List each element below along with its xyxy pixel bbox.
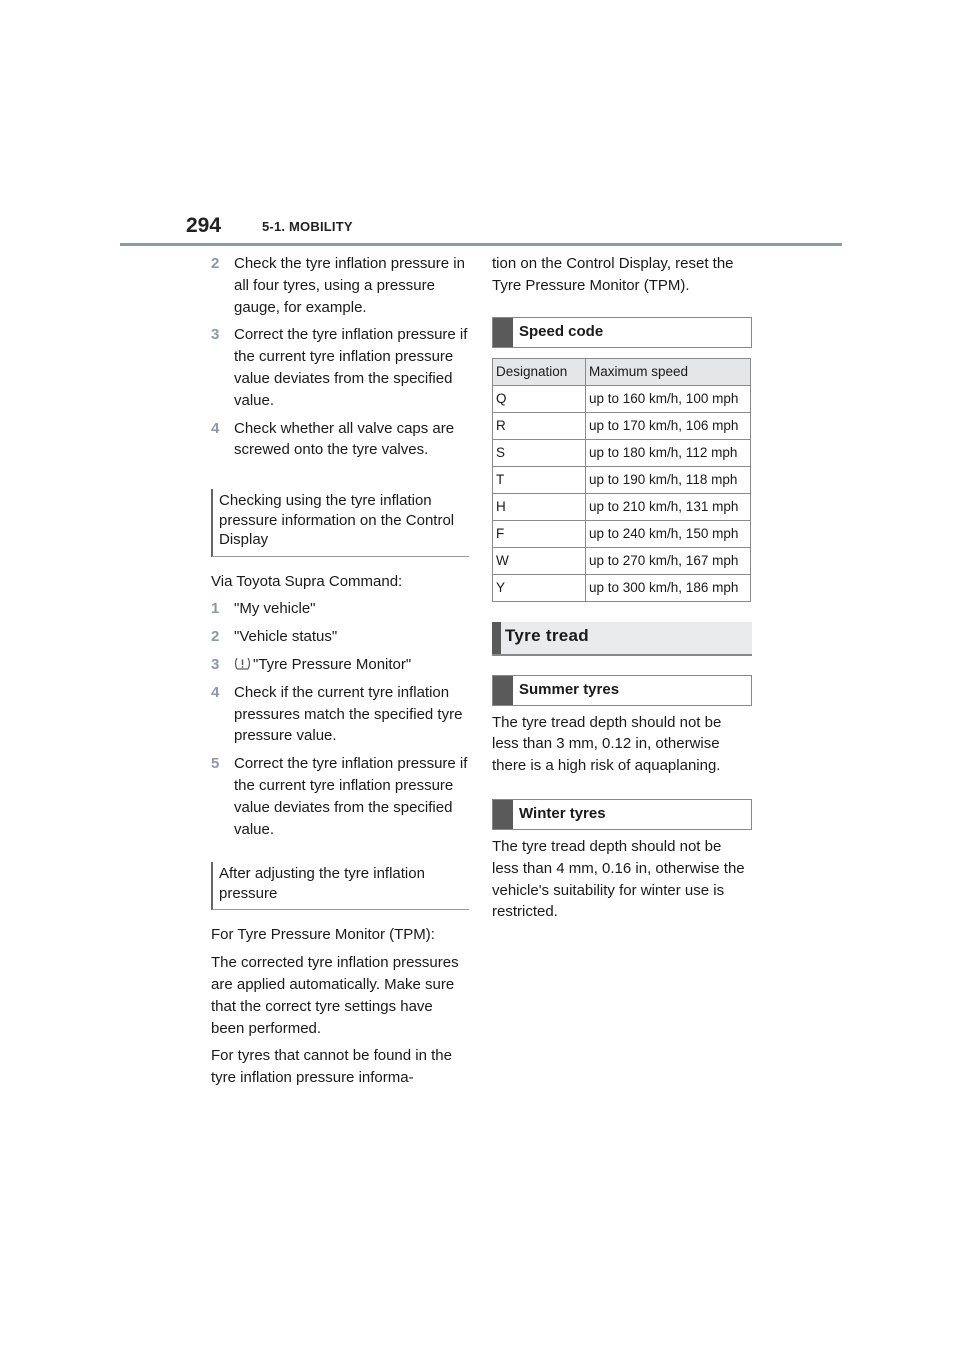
heading-label: Winter tyres bbox=[519, 804, 606, 822]
column-header: Maximum speed bbox=[586, 358, 751, 385]
heading-label: Speed code bbox=[519, 322, 604, 340]
step-text: Check the tyre inflation pressure in all four tyres, using a pressure gauge, for example. bbox=[234, 255, 465, 316]
step-item bbox=[211, 418, 469, 462]
subheading-after-adjusting: After adjusting the tyre inflation pressure bbox=[211, 862, 469, 910]
speed-cell: up to 210 km/h, 131 mph bbox=[586, 493, 751, 520]
section-title: 5-1. MOBILITY bbox=[262, 219, 353, 234]
step-number: 3 bbox=[211, 326, 220, 344]
step-item bbox=[211, 253, 469, 318]
step-item bbox=[211, 626, 469, 648]
column-header: Designation bbox=[493, 358, 586, 385]
header-divider bbox=[120, 243, 842, 246]
step-number: 5 bbox=[211, 755, 220, 773]
step-number: 4 bbox=[211, 419, 220, 437]
table-row bbox=[493, 439, 751, 466]
designation-cell: Y bbox=[493, 574, 586, 601]
winter-tyres-heading bbox=[492, 799, 752, 830]
speed-cell: up to 180 km/h, 112 mph bbox=[586, 439, 751, 466]
designation-cell: W bbox=[493, 547, 586, 574]
designation-cell: F bbox=[493, 520, 586, 547]
page-number: 294 bbox=[186, 214, 222, 237]
summer-tyres-text: The tyre tread depth should not be less than 3 mm, 0.12 in, otherwise there is a high risk of aquaplaning. bbox=[492, 713, 722, 775]
speed-cell: up to 240 km/h, 150 mph bbox=[586, 520, 751, 547]
winter-tyres-text: The tyre tread depth should not be less than 4 mm, 0.16 in, otherwise the vehicle's suitability for winter use is restricted. bbox=[492, 837, 745, 921]
designation-cell: R bbox=[493, 412, 586, 439]
heading-marker bbox=[493, 800, 513, 829]
heading-marker bbox=[492, 622, 501, 654]
tyre-tread-heading bbox=[492, 622, 752, 656]
subheading-control-display: Checking using the tyre inflation pressure information on the Control Display bbox=[211, 489, 469, 557]
paragraph: For tyres that cannot be found in the tyre inflation pressure informa- bbox=[211, 1047, 452, 1087]
step-text: "My vehicle" bbox=[234, 600, 316, 618]
speed-cell: up to 300 km/h, 186 mph bbox=[586, 574, 751, 601]
heading-label: Summer tyres bbox=[519, 680, 620, 698]
table-header-row bbox=[493, 358, 751, 385]
speed-cell: up to 190 km/h, 118 mph bbox=[586, 466, 751, 493]
speed-cell: up to 270 km/h, 167 mph bbox=[586, 547, 751, 574]
table-row bbox=[493, 385, 751, 412]
heading-marker bbox=[493, 676, 513, 705]
heading-marker bbox=[493, 318, 513, 347]
right-column bbox=[492, 253, 752, 929]
speed-code-table bbox=[492, 358, 751, 602]
tyre-pressure-warning-icon bbox=[234, 656, 251, 671]
via-command: Via Toyota Supra Command: bbox=[211, 572, 403, 590]
step-number: 4 bbox=[211, 683, 220, 701]
speed-cell: up to 160 km/h, 100 mph bbox=[586, 385, 751, 412]
paragraph-continued: tion on the Control Display, reset the Tyre Pressure Monitor (TPM). bbox=[492, 255, 734, 294]
table-row bbox=[493, 520, 751, 547]
designation-cell: H bbox=[493, 493, 586, 520]
summer-tyres-heading bbox=[492, 675, 752, 706]
table-row bbox=[493, 547, 751, 574]
step-text: Check if the current tyre inflation pressures match the specified tyre pressure value. bbox=[234, 683, 463, 745]
designation-cell: Q bbox=[493, 385, 586, 412]
step-number: 1 bbox=[211, 600, 220, 618]
step-number: 2 bbox=[211, 628, 220, 646]
step-item bbox=[211, 682, 469, 747]
step-item bbox=[211, 753, 469, 840]
step-item bbox=[211, 324, 469, 411]
heading-label: Tyre tread bbox=[505, 625, 589, 645]
left-column bbox=[211, 253, 469, 1095]
step-text: Check whether all valve caps are screwed onto the tyre valves. bbox=[234, 419, 455, 459]
designation-cell: T bbox=[493, 466, 586, 493]
step-text: Correct the tyre inflation pressure if the current tyre inflation pressure value deviates from the specified value. bbox=[234, 326, 468, 409]
speed-cell: up to 170 km/h, 106 mph bbox=[586, 412, 751, 439]
paragraph: The corrected tyre inflation pressures are applied automatically. Make sure that the correct tyre settings have been performed. bbox=[211, 954, 459, 1037]
paragraph: For Tyre Pressure Monitor (TPM): bbox=[211, 926, 435, 944]
table-row bbox=[493, 493, 751, 520]
step-text: Correct the tyre inflation pressure if the current tyre inflation pressure value deviates from the specified value. bbox=[234, 755, 468, 838]
step-number: 2 bbox=[211, 255, 220, 272]
step-number: 3 bbox=[211, 656, 220, 674]
step-item bbox=[211, 654, 469, 676]
table-row bbox=[493, 412, 751, 439]
step-item bbox=[211, 598, 469, 620]
table-row bbox=[493, 574, 751, 601]
step-text: "Vehicle status" bbox=[234, 628, 338, 646]
table-row bbox=[493, 466, 751, 493]
speed-code-heading bbox=[492, 317, 752, 348]
designation-cell: S bbox=[493, 439, 586, 466]
step-text: "Tyre Pressure Monitor" bbox=[253, 656, 412, 674]
